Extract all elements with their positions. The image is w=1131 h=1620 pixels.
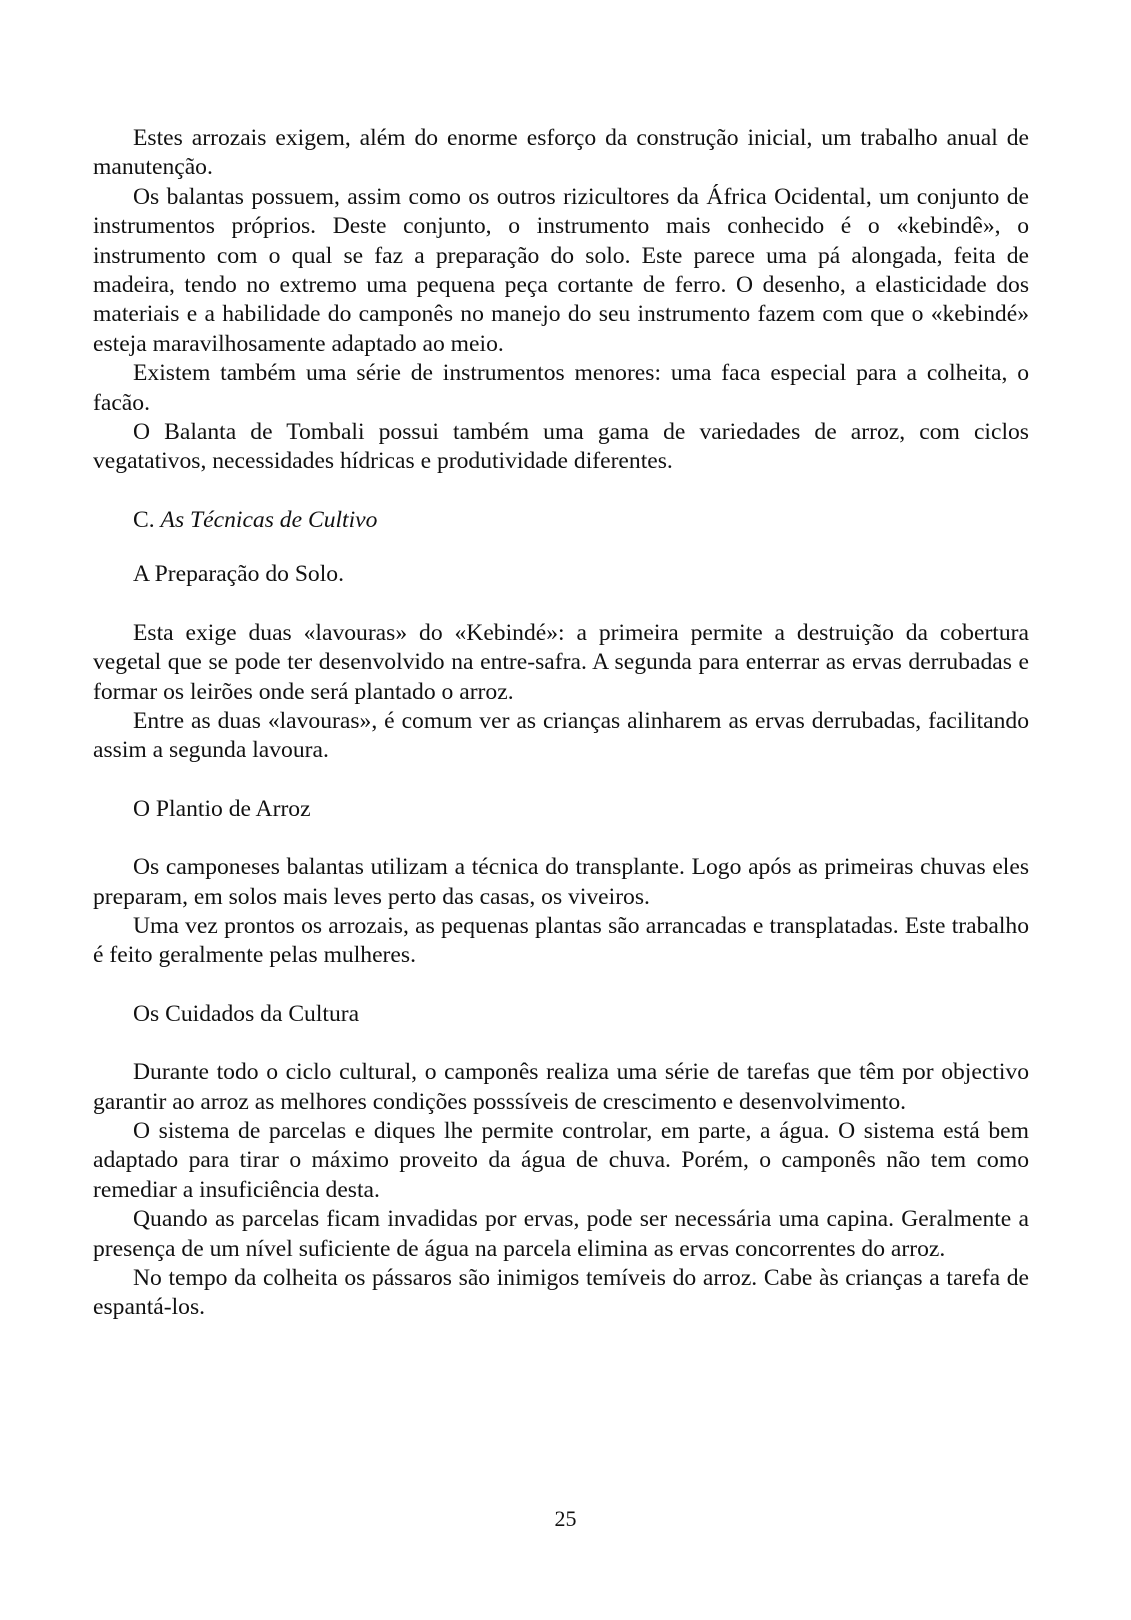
paragraph: Entre as duas «lavouras», é comum ver as crianças alinharem as ervas derrubadas, facilitando assim a segunda lavoura.	[93, 707, 1029, 764]
subsection-heading: A Preparação do Solo.	[133, 561, 344, 588]
paragraph: O sistema de parcelas e diques lhe permite controlar, em parte, a água. O sistema está bem adaptado para tirar o máximo proveito da água de chuva. Porém, o camponês não tem como remediar a insuficiência desta.	[93, 1117, 1029, 1203]
paragraph: Durante todo o ciclo cultural, o camponês realiza uma série de tarefas que têm por objectivo garantir ao arroz as melhores condições posssíveis de crescimento e desenvolvimento.	[93, 1059, 1029, 1115]
paragraph: Esta exige duas «lavouras» do «Kebindé»: a primeira permite a destruição da cobertura vegetal que se pode ter desenvolvido na entre-safra. A segunda para enterrar as ervas derrubadas e formar os leirões onde será plantado o arroz.	[93, 619, 1029, 705]
paragraph: No tempo da colheita os pássaros são inimigos temíveis do arroz. Cabe às crianças a tarefa de espantá-los.	[93, 1265, 1029, 1321]
paragraph: Os camponeses balantas utilizam a técnica do transplante. Logo após as primeiras chuvas eles preparam, em solos mais leves perto das casas, os viveiros.	[93, 854, 1029, 910]
paragraph: Existem também uma série de instrumentos menores: uma faca especial para a colheita, o facão.	[93, 360, 1029, 416]
paragraph: Uma vez prontos os arrozais, as pequenas plantas são arrancadas e transplatadas. Este trabalho é feito geralmente pelas mulheres.	[93, 912, 1029, 969]
body-text	[93, 124, 1029, 1323]
section-title	[93, 506, 1029, 535]
paragraph: O Balanta de Tombali possui também uma gama de variedades de arroz, com ciclos vegatativos, necessidades hídricas e produtividade diferentes.	[93, 419, 1029, 475]
subsection-heading: Os Cuidados da Cultura	[133, 1000, 360, 1027]
paragraph: Quando as parcelas ficam invadidas por ervas, pode ser necessária uma capina. Geralmente a presença de um nível suficiente de água na parcela elimina as ervas concorrentes do arroz.	[93, 1206, 1029, 1262]
section-letter: C.	[133, 506, 155, 533]
page-number: 25	[554, 1506, 577, 1531]
paragraph: Estes arrozais exigem, além do enorme esforço da construção inicial, um trabalho anual de manutenção.	[93, 125, 1029, 181]
subsection-heading: O Plantio de Arroz	[133, 795, 311, 822]
paragraph: Os balantas possuem, assim como os outros rizicultores da África Ocidental, um conjunto de instrumentos próprios. Deste conjunto, o instrumento mais conhecido é o «kebindê», o instrumento com o qual se faz a preparação do solo. Este parece uma pá alongada, feita de madeira, tendo no extremo uma pequena peça cortante de ferro. O desenho, a elasticidade dos materiais e a habilidade do camponês no manejo do seu instrumento fazem com que o «kebindé» esteja maravilhosamente adaptado ao meio.	[93, 183, 1029, 357]
section-title-text: As Técnicas de Cultivo	[160, 506, 378, 533]
